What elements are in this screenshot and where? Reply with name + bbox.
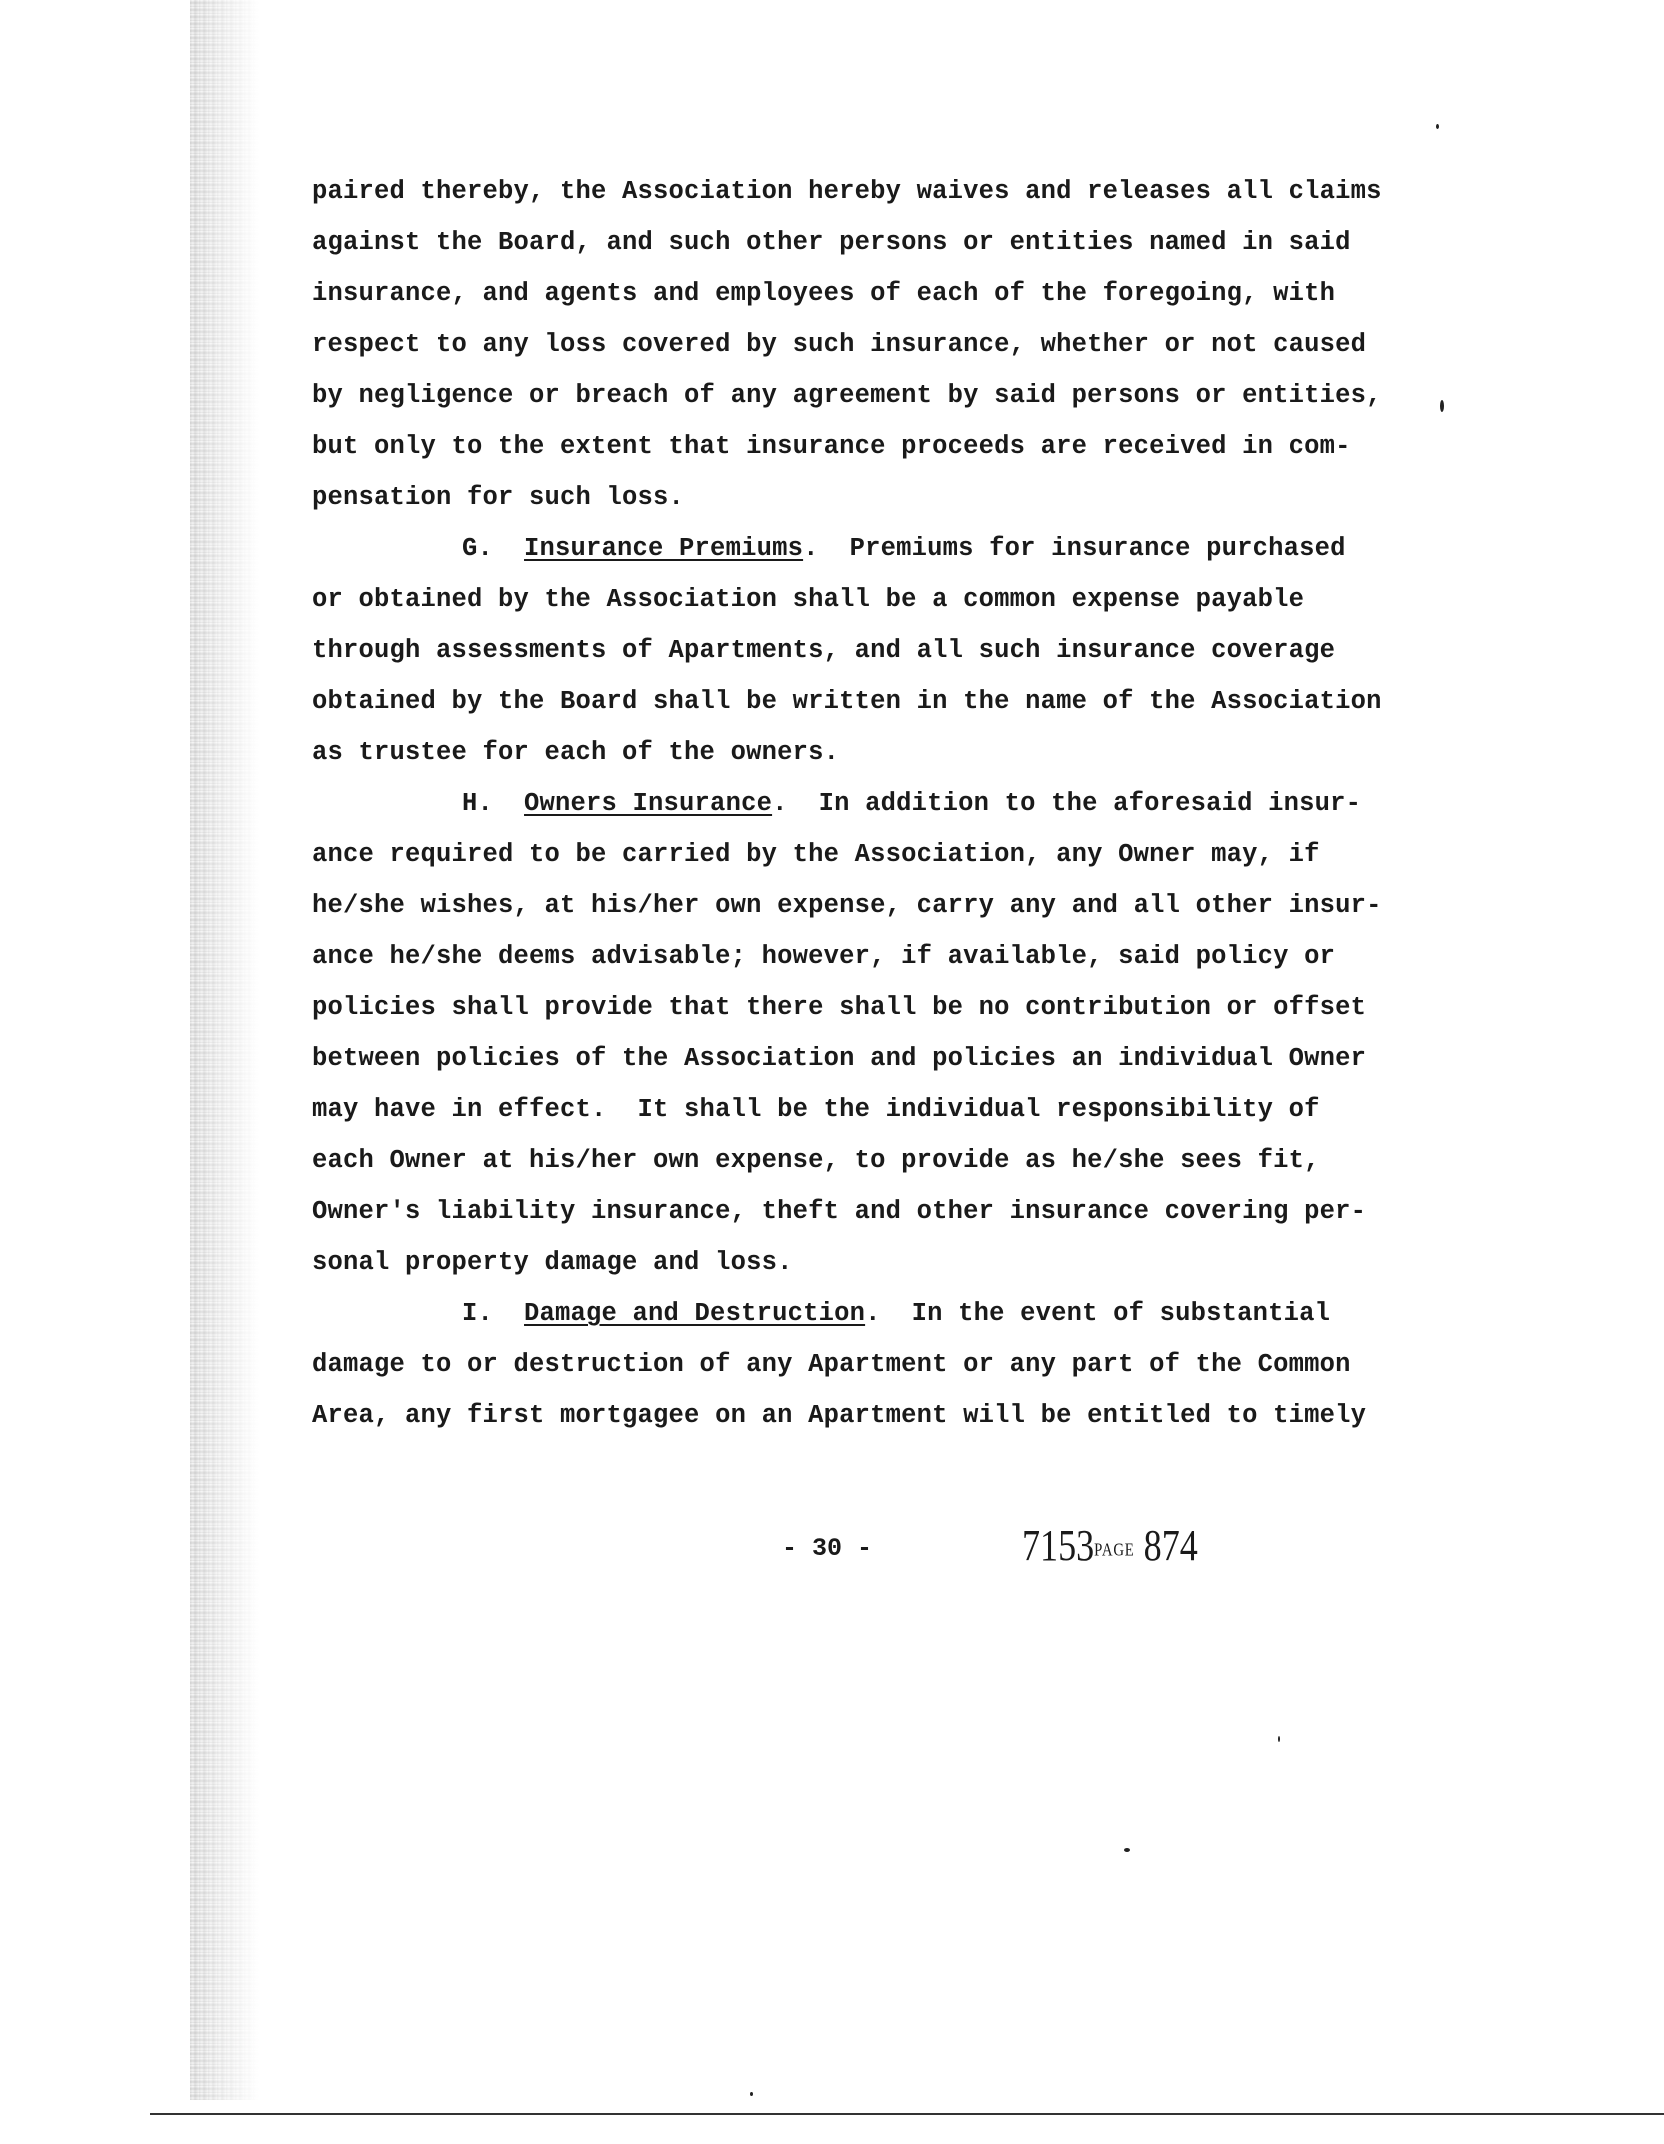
book-number: 7153	[1022, 1521, 1095, 1570]
text-line: damage to or destruction of any Apartment or any part of the Common	[312, 1350, 1351, 1379]
scan-speck	[1436, 124, 1439, 129]
text-line: or obtained by the Association shall be a common expense payable	[312, 585, 1305, 614]
section-i-first-line-rest: . In the event of substantial	[865, 1299, 1331, 1328]
text-line: paired thereby, the Association hereby waives and releases all claims	[312, 177, 1382, 206]
text-line: between policies of the Association and policies an individual Owner	[312, 1044, 1367, 1073]
text-line: policies shall provide that there shall be no contribution or offset	[312, 993, 1367, 1022]
text-line: through assessments of Apartments, and all such insurance coverage	[312, 636, 1336, 665]
text-line: obtained by the Board shall be written in the name of the Association	[312, 687, 1382, 716]
text-line: ance required to be carried by the Association, any Owner may, if	[312, 840, 1320, 869]
text-line: ance he/she deems advisable; however, if available, said policy or	[312, 942, 1336, 971]
scan-speck	[1278, 1736, 1280, 1742]
recorded-page-number: 874	[1143, 1521, 1198, 1570]
section-g-first-line-rest: . Premiums for insurance purchased	[803, 534, 1346, 563]
section-i-first-line	[312, 1288, 1392, 1339]
page-word: PAGE	[1094, 1539, 1135, 1560]
text-line: but only to the extent that insurance proceeds are received in com-	[312, 432, 1351, 461]
section-h-heading: Owners Insurance	[524, 789, 773, 818]
section-h-first-line-rest: . In addition to the aforesaid insur-	[772, 789, 1362, 818]
text-line: as trustee for each of the owners.	[312, 738, 840, 767]
section-g-first-line	[312, 523, 1392, 574]
page-number: - 30 -	[782, 1534, 873, 1563]
scan-speck	[1440, 400, 1444, 412]
text-line: Owner's liability insurance, theft and other insurance covering per-	[312, 1197, 1367, 1226]
text-line: each Owner at his/her own expense, to provide as he/she sees fit,	[312, 1146, 1320, 1175]
text-line: pensation for such loss.	[312, 483, 685, 512]
section-i-letter: I.	[462, 1299, 494, 1328]
bottom-rule	[150, 2113, 1664, 2115]
scan-edge-noise	[190, 0, 260, 2100]
text-line: insurance, and agents and employees of each of the foregoing, with	[312, 279, 1336, 308]
section-g-letter: G.	[462, 534, 494, 563]
book-page-reference	[1022, 1520, 1198, 1571]
section-i-heading: Damage and Destruction	[524, 1299, 866, 1328]
text-line: sonal property damage and loss.	[312, 1248, 793, 1277]
text-line: by negligence or breach of any agreement by said persons or entities,	[312, 381, 1382, 410]
text-line: may have in effect. It shall be the individual responsibility of	[312, 1095, 1320, 1124]
document-body	[312, 166, 1392, 1441]
text-line: Area, any first mortgagee on an Apartment will be entitled to timely	[312, 1401, 1367, 1430]
section-g-heading: Insurance Premiums	[524, 534, 804, 563]
scan-speck	[1124, 1848, 1130, 1852]
text-line: he/she wishes, at his/her own expense, carry any and all other insur-	[312, 891, 1382, 920]
text-line: against the Board, and such other persons or entities named in said	[312, 228, 1351, 257]
section-h-first-line	[312, 778, 1392, 829]
page-footer	[0, 1520, 1664, 1580]
section-h-letter: H.	[462, 789, 494, 818]
scan-speck	[750, 2092, 753, 2096]
text-line: respect to any loss covered by such insurance, whether or not caused	[312, 330, 1367, 359]
